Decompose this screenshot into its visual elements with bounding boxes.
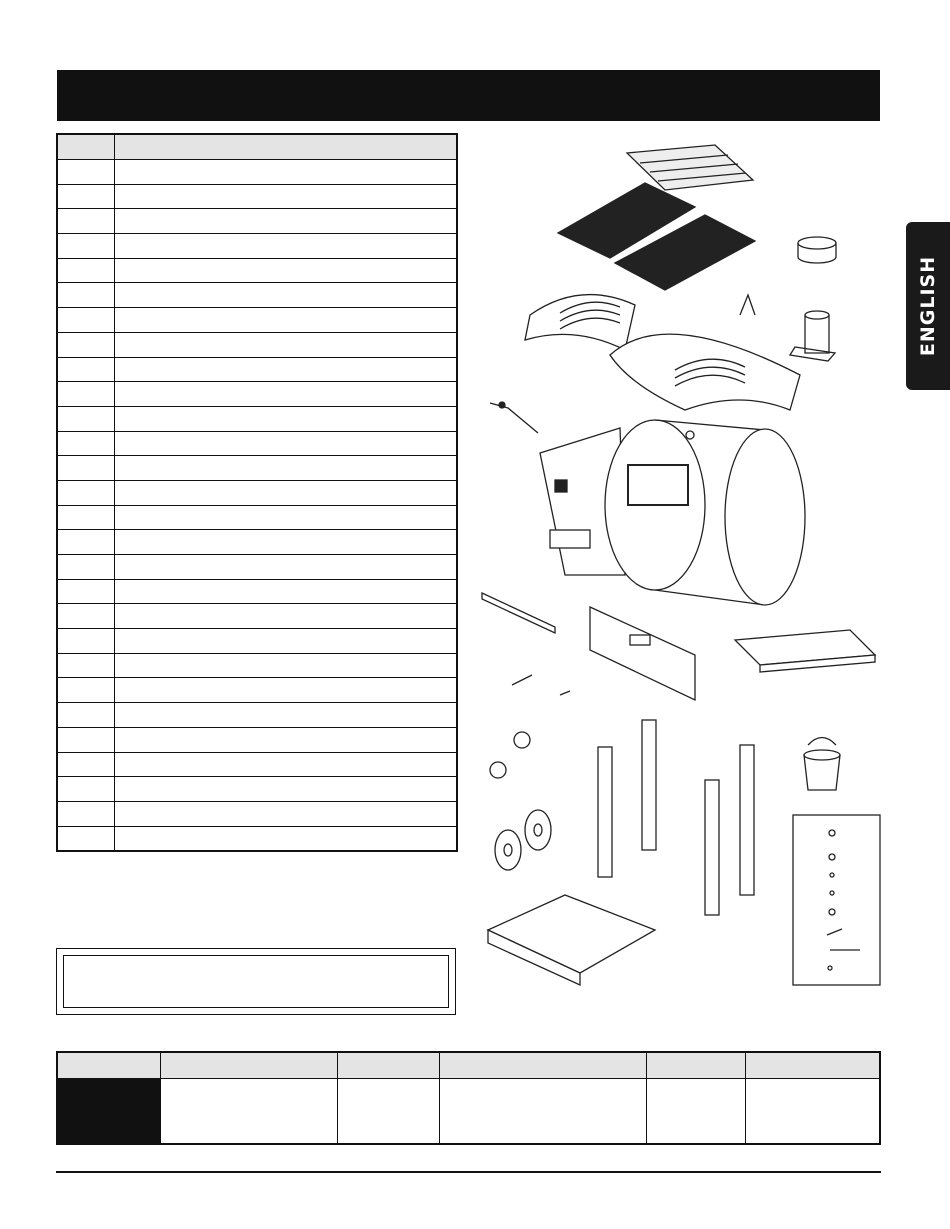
part-number-cell: [57, 382, 115, 407]
caster-wheels-icon: [490, 732, 530, 778]
part-number-cell: [57, 678, 115, 703]
part-number-cell: [57, 653, 115, 678]
part-number-cell: [57, 703, 115, 728]
parts-table-row: [57, 357, 457, 382]
part-description-cell: [115, 209, 458, 234]
part-number-cell: [57, 752, 115, 777]
spec-col-2: [161, 1052, 338, 1079]
parts-table-row: [57, 629, 457, 654]
part-number-cell: [57, 308, 115, 333]
part-number-cell: [57, 530, 115, 555]
footer-rule: [56, 1171, 881, 1173]
parts-table-row: [57, 332, 457, 357]
part-number-cell: [57, 160, 115, 185]
spec-col-4: [440, 1052, 647, 1079]
spec-model-cell: [57, 1079, 161, 1145]
part-number-cell: [57, 283, 115, 308]
part-description-cell: [115, 160, 458, 185]
parts-table-row: [57, 505, 457, 530]
parts-table-row: [57, 382, 457, 407]
parts-table-row: [57, 678, 457, 703]
part-description-cell: [115, 727, 458, 752]
spec-col-6: [746, 1052, 881, 1079]
side-shelf-icon: [735, 630, 875, 672]
part-description-cell: [115, 505, 458, 530]
spec-header-row: [57, 1052, 880, 1079]
language-label: ENGLISH: [917, 255, 939, 357]
part-description-cell: [115, 555, 458, 580]
front-shelf-icon: [590, 607, 695, 700]
part-description-cell: [115, 752, 458, 777]
part-description-cell: [115, 406, 458, 431]
part-description-cell: [115, 456, 458, 481]
title-banner: [57, 70, 880, 121]
part-number-cell: [57, 555, 115, 580]
spec-col-3: [338, 1052, 440, 1079]
parts-table-row: [57, 727, 457, 752]
part-description-cell: [115, 283, 458, 308]
note-box-inner: [63, 955, 449, 1008]
part-description-cell: [115, 184, 458, 209]
part-number-cell: [57, 604, 115, 629]
parts-table-row: [57, 258, 457, 283]
cap-icon: [798, 237, 836, 263]
parts-table-row: [57, 653, 457, 678]
language-tab: [906, 222, 950, 390]
parts-table-row: [57, 703, 457, 728]
parts-table-row: [57, 184, 457, 209]
spec-cell-2: [161, 1079, 338, 1145]
part-description-cell: [115, 703, 458, 728]
part-number-cell: [57, 505, 115, 530]
exploded-parts-diagram: [470, 135, 890, 995]
parts-table-row: [57, 579, 457, 604]
spec-cell-4: [440, 1079, 647, 1145]
chimney-icon: [790, 311, 835, 361]
part-description-cell: [115, 579, 458, 604]
parts-table-header: [57, 134, 457, 160]
grill-body-icon: [540, 420, 805, 605]
parts-table-row: [57, 777, 457, 802]
part-number-cell: [57, 332, 115, 357]
part-number-cell: [57, 579, 115, 604]
parts-table-row: [57, 604, 457, 629]
part-description-cell: [115, 629, 458, 654]
parts-table-row: [57, 308, 457, 333]
spec-cell-3: [338, 1079, 440, 1145]
part-number-cell: [57, 480, 115, 505]
spec-data-row: [57, 1079, 880, 1145]
parts-table-row: [57, 234, 457, 259]
spec-cell-5: [647, 1079, 746, 1145]
parts-table-row: [57, 480, 457, 505]
parts-table-row: [57, 555, 457, 580]
part-description-cell: [115, 308, 458, 333]
handle-icon: [482, 593, 555, 633]
part-description-cell: [115, 234, 458, 259]
temp-probe-icon: [490, 402, 538, 433]
part-description-cell: [115, 357, 458, 382]
parts-list-table: [56, 133, 458, 852]
part-description-cell: [115, 332, 458, 357]
parts-table-row: [57, 406, 457, 431]
part-description-cell: [115, 258, 458, 283]
spec-col-1: [57, 1052, 161, 1079]
part-number-cell: [57, 826, 115, 851]
parts-table-row: [57, 530, 457, 555]
parts-table-row: [57, 826, 457, 851]
part-number-cell: [57, 258, 115, 283]
part-description-cell: [115, 480, 458, 505]
wheels-icon: [495, 810, 551, 870]
col-description-header: [115, 134, 458, 160]
flame-tamer-icon: [525, 295, 635, 350]
part-number-cell: [57, 184, 115, 209]
part-description-cell: [115, 826, 458, 851]
part-description-cell: [115, 530, 458, 555]
part-description-cell: [115, 653, 458, 678]
parts-table-row: [57, 283, 457, 308]
part-number-cell: [57, 801, 115, 826]
parts-table-row: [57, 801, 457, 826]
part-number-cell: [57, 234, 115, 259]
spec-col-5: [647, 1052, 746, 1079]
part-number-cell: [57, 431, 115, 456]
part-number-cell: [57, 629, 115, 654]
part-description-cell: [115, 678, 458, 703]
part-description-cell: [115, 777, 458, 802]
col-number-header: [57, 134, 115, 160]
part-number-cell: [57, 357, 115, 382]
parts-table-row: [57, 160, 457, 185]
parts-table-row: [57, 209, 457, 234]
model-spec-table: [56, 1051, 881, 1145]
bolt-pin-icon: [512, 675, 570, 695]
part-description-cell: [115, 431, 458, 456]
part-number-cell: [57, 209, 115, 234]
parts-table-body: [57, 160, 457, 852]
note-box: [56, 948, 456, 1015]
part-number-cell: [57, 406, 115, 431]
grease-bucket-icon: [804, 738, 840, 791]
parts-table-row: [57, 752, 457, 777]
part-description-cell: [115, 382, 458, 407]
parts-table-row: [57, 456, 457, 481]
cooking-grates-icon: [558, 183, 755, 290]
bottom-shelf-icon: [488, 895, 655, 985]
part-description-cell: [115, 801, 458, 826]
drip-tray-icon: [610, 334, 800, 410]
parts-table-row: [57, 431, 457, 456]
part-number-cell: [57, 727, 115, 752]
bracket-icon: [740, 295, 755, 315]
part-number-cell: [57, 456, 115, 481]
spec-cell-6: [746, 1079, 881, 1145]
legs-icon: [598, 720, 754, 915]
part-number-cell: [57, 777, 115, 802]
part-description-cell: [115, 604, 458, 629]
hardware-kit-icon: [793, 815, 880, 985]
